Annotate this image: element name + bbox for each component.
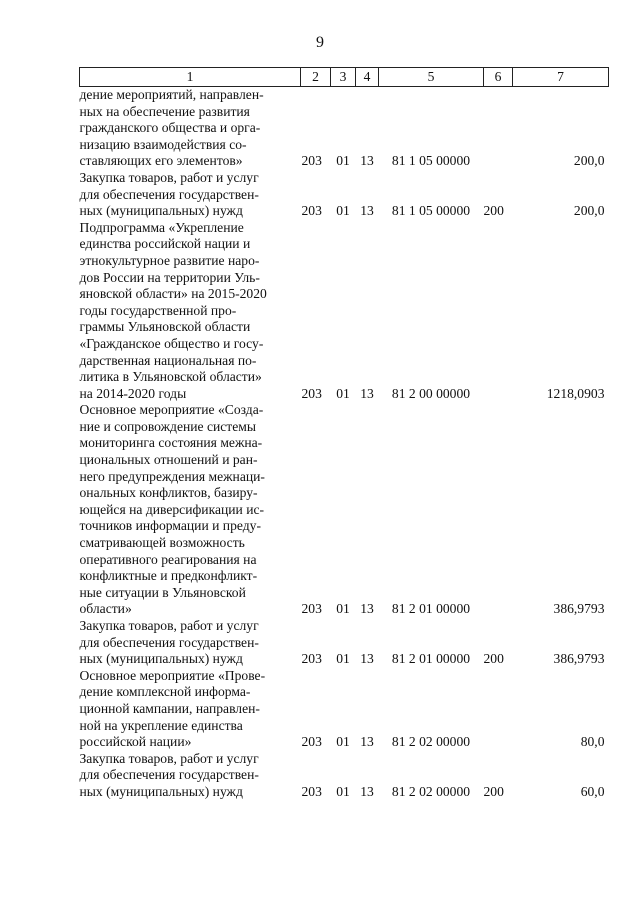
- row-name-line: ных (муниципальных) нужд: [79, 203, 243, 219]
- row-subsection-cell: 13: [360, 601, 374, 617]
- row-name-line: годы государственной про-: [79, 302, 237, 318]
- row-section-cell: 01: [336, 601, 350, 617]
- row-target-article-cell: 81 1 05 00000: [391, 153, 471, 169]
- row-name-line: Закупка товаров, работ и услуг: [79, 618, 259, 633]
- row-name-cell: [80, 402, 301, 618]
- row-grbs-cell: 203: [301, 385, 322, 401]
- row-expense-type-cell: 200: [483, 783, 504, 799]
- row-section-cell: 01: [336, 385, 350, 401]
- row-name-cell: [80, 751, 301, 801]
- row-name-cell: [80, 170, 301, 220]
- row-expense-type-cell: [484, 668, 513, 751]
- row-name-line: ставляющих его элементов»: [79, 153, 243, 169]
- row-name-cell: [80, 87, 301, 170]
- row-name-line: ющейся на диверсификации ис-: [79, 501, 265, 517]
- table-row: [80, 668, 609, 751]
- row-grbs-cell: 203: [301, 734, 322, 750]
- row-name-line: на 2014-2020 годы: [79, 385, 187, 401]
- row-target-article-cell: 81 2 02 00000: [391, 783, 471, 799]
- row-section-cell: 01: [336, 783, 350, 799]
- row-name-line: для обеспечения государствен-: [79, 767, 259, 783]
- row-name-line: мониторинга состояния межна-: [79, 435, 263, 451]
- row-name-line: точников информации и преду-: [79, 518, 261, 534]
- row-section-cell: 01: [336, 651, 350, 667]
- row-name-line: ных (муниципальных) нужд: [79, 651, 243, 667]
- row-name-cell: [80, 220, 301, 403]
- row-subsection-cell: 13: [360, 153, 374, 169]
- page-number: 9: [316, 34, 324, 51]
- row-subsection-cell: 13: [360, 203, 374, 219]
- row-name-line: ционной кампании, направлен-: [79, 700, 260, 716]
- row-name-line: циональных отношений и ран-: [79, 452, 258, 468]
- row-amount-cell: 200,0: [573, 153, 605, 169]
- row-target-article-cell: 81 1 05 00000: [391, 203, 471, 219]
- row-grbs-cell: 203: [301, 601, 322, 617]
- header-col-3: 3: [331, 68, 356, 87]
- row-name-line: Основное мероприятие «Созда-: [79, 402, 264, 418]
- row-target-article-cell: 81 2 01 00000: [391, 651, 471, 667]
- row-name-line: него предупреждения межнаци-: [79, 468, 265, 484]
- row-name-cell: [80, 618, 301, 668]
- row-name-line: литика в Ульяновской области»: [79, 369, 262, 385]
- row-section-cell: 01: [336, 734, 350, 750]
- budget-table: [79, 67, 609, 801]
- row-section-cell: 01: [336, 153, 350, 169]
- header-col-6: 6: [484, 68, 513, 87]
- table-row: [80, 618, 609, 668]
- row-subsection-cell: 13: [360, 783, 374, 799]
- row-name-line: оперативного реагирования на: [79, 551, 257, 567]
- row-name-line: дов России на территории Уль-: [79, 269, 260, 285]
- row-section-cell: 01: [336, 203, 350, 219]
- row-grbs-cell: 203: [301, 783, 322, 799]
- header-col-5: 5: [379, 68, 484, 87]
- table-row: [80, 751, 609, 801]
- row-name-line: гражданского общества и орга-: [79, 120, 261, 136]
- row-grbs-cell: 203: [301, 651, 322, 667]
- row-name-line: дение комплексной информа-: [79, 684, 251, 700]
- row-subsection-cell: 13: [360, 651, 374, 667]
- row-name-line: Подпрограмма «Укрепление: [79, 219, 244, 235]
- row-grbs-cell: 203: [301, 153, 322, 169]
- row-name-line: Основное мероприятие «Прове-: [79, 667, 266, 683]
- row-name-line: дение мероприятий, направлен-: [79, 87, 264, 102]
- row-name-line: яновской области» на 2015-2020: [79, 286, 267, 302]
- row-amount-cell: 386,9793: [553, 651, 605, 667]
- row-name-line: ных (муниципальных) нужд: [79, 783, 243, 799]
- row-name-line: низацию взаимодействия со-: [79, 136, 247, 152]
- row-expense-type-cell: [484, 220, 513, 403]
- row-name-cell: [80, 668, 301, 751]
- header-col-1: 1: [80, 68, 301, 87]
- row-name-line: российской нации»: [79, 734, 192, 750]
- row-target-article-cell: 81 2 01 00000: [391, 601, 471, 617]
- row-name-line: области»: [79, 601, 132, 617]
- row-name-line: Закупка товаров, работ и услуг: [79, 750, 259, 766]
- row-name-line: ние и сопровождение системы: [79, 418, 257, 434]
- row-name-line: ные ситуации в Ульяновской: [79, 584, 246, 600]
- row-amount-cell: 200,0: [573, 203, 605, 219]
- row-name-line: ной на укрепление единства: [79, 717, 243, 733]
- row-amount-cell: 386,9793: [553, 601, 605, 617]
- table-row: [80, 87, 609, 170]
- row-subsection-cell: 13: [360, 734, 374, 750]
- row-amount-cell: 1218,0903: [546, 385, 605, 401]
- row-name-line: для обеспечения государствен-: [79, 634, 259, 650]
- row-name-line: конфликтные и предконфликт-: [79, 568, 258, 584]
- row-amount-cell: 80,0: [580, 734, 605, 750]
- row-name-line: ональных конфликтов, базиру-: [79, 485, 258, 501]
- header-col-7: 7: [513, 68, 609, 87]
- row-name-line: для обеспечения государствен-: [79, 186, 259, 202]
- row-name-line: единства российской нации и: [79, 236, 251, 252]
- table-body: [80, 87, 609, 801]
- table-row: [80, 402, 609, 618]
- table-header-row: [80, 68, 609, 87]
- table-row: [80, 170, 609, 220]
- row-subsection-cell: 13: [360, 385, 374, 401]
- row-target-article-cell: 81 2 00 00000: [391, 385, 471, 401]
- row-grbs-cell: 203: [301, 203, 322, 219]
- row-name-line: Закупка товаров, работ и услуг: [79, 169, 259, 185]
- row-name-line: граммы Ульяновской области: [79, 319, 251, 335]
- row-name-line: «Гражданское общество и госу-: [79, 335, 264, 351]
- row-expense-type-cell: [484, 402, 513, 618]
- row-name-line: дарственная национальная по-: [79, 352, 257, 368]
- row-name-line: ных на обеспечение развития: [79, 103, 250, 119]
- row-target-article-cell: 81 2 02 00000: [391, 734, 471, 750]
- header-col-2: 2: [301, 68, 331, 87]
- header-col-4: 4: [356, 68, 379, 87]
- row-amount-cell: 60,0: [580, 783, 605, 799]
- table-row: [80, 220, 609, 403]
- row-name-line: этнокультурное развитие наро-: [79, 252, 260, 268]
- row-expense-type-cell: [484, 87, 513, 170]
- row-expense-type-cell: 200: [483, 203, 504, 219]
- row-name-line: сматривающей возможность: [79, 535, 245, 551]
- row-expense-type-cell: 200: [483, 651, 504, 667]
